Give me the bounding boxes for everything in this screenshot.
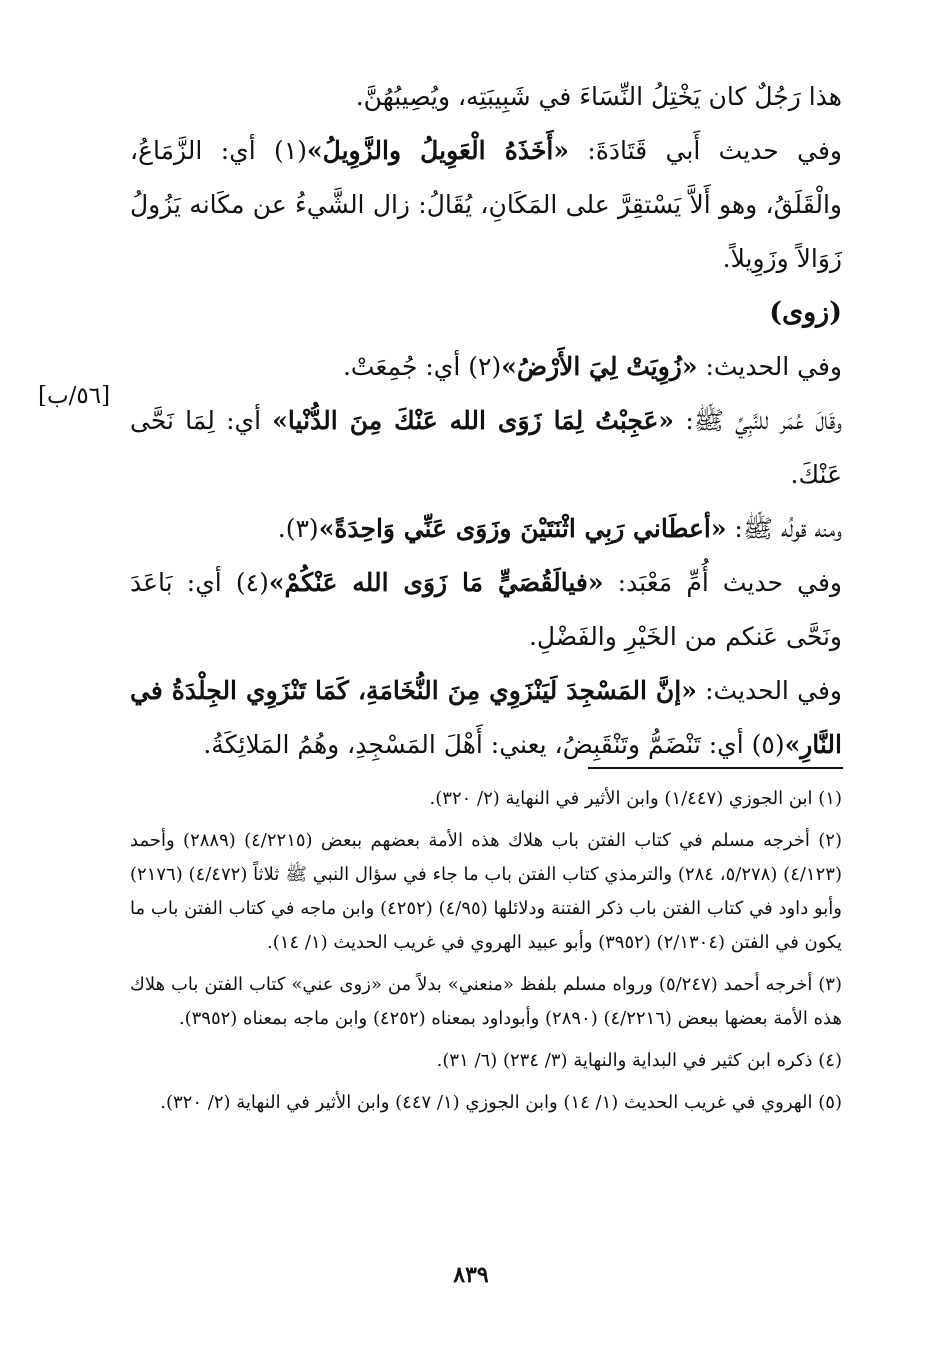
paragraph-7	[130, 664, 842, 772]
paragraph-4	[130, 394, 842, 502]
paragraph-3-quote: «زُوِيَتْ لِيَ الأَرْضُ»	[501, 352, 698, 381]
footnote-2: (٢) أخرجه مسلم في كتاب الفتن باب هلاك هذه الأمة بعضهم ببعض (٤/٢٢١٥) (٢٨٨٩) وأحمد (٤/١٢٣) (٥/٢٧٨، ٢٨٤) والترمذي كتاب الفتن باب ما جاء في سؤال النبي ﷺ ثلاثاً (٤/٤٧٢) (٢١٧٦) وأبو داود في كتاب الفتن باب ذكر الفتنة ودلائلها (٤/٩٥) (٤٢٥٢) وابن ماجه في كتاب الفتن باب ما يكون في الفتن (٢/١٣٠٤) (٣٩٥٢) وأبو عبيد الهروي في غريب الحديث (١/ ١٤).	[130, 830, 842, 953]
footnote-separator	[588, 767, 843, 769]
paragraph-7-quote: «إنَّ المَسْجِدَ لَيَنْزَوِي مِنَ النُّخَامَةِ، كَمَا تَنْزَوِي الجِلْدَةُ في النَّارِ»	[130, 676, 842, 759]
paragraph-2	[130, 124, 842, 286]
paragraph-1-text: هذا رَجُلٌ كان يَخْتِلُ النِّسَاءَ في شَبِيبَتِه، ويُصِيبُهُنَّ.	[355, 82, 842, 111]
footnote-5: (٥) الهروي في غريب الحديث (١/ ١٤) وابن الجوزي (١/ ٤٤٧) وابن الأثير في النهاية (٢/ ٣٢٠).	[160, 1092, 842, 1113]
manuscript-folio-note: [٥٦/ب]	[38, 383, 111, 409]
paragraph-2-quote: «أَخَذَهُ الْعَوِيلُ والزَّوِيلُ»	[307, 136, 569, 165]
paragraph-4-lead: وقَالَ عُمَر للنَّبِيِّ ﷺ:	[685, 406, 842, 435]
entry-heading	[130, 286, 842, 340]
main-text	[130, 70, 842, 772]
paragraph-3	[130, 340, 842, 394]
footnote-4: (٤) ذكره ابن كثير في البداية والنهاية (٣/ ٢٣٤) (٦/ ٣١).	[436, 1050, 842, 1071]
paragraph-7-lead: وفي الحديث:	[705, 676, 843, 705]
paragraph-2-lead: وفي حديث أَبي قَتَادَةَ:	[587, 136, 842, 165]
paragraph-5-rest: (٣).	[277, 514, 319, 543]
page-number: ٨٣٩	[453, 1262, 489, 1288]
paragraph-6-rest: (٤) أي: بَاعَدَ ونَحَّى عَنكم من الخَيْرِ والفَضْلِ.	[130, 568, 842, 651]
paragraph-6-quote: «فيالَقُصَيٍّ مَا زَوَى الله عَنْكُمْ»	[268, 568, 604, 597]
paragraph-4-rest: أي: لِمَا نَحَّى عَنْكَ.	[130, 406, 842, 489]
paragraph-4-quote: «عَجِبْتُ لِمَا زَوَى الله عَنْكَ مِنَ الدُّنْيا»	[272, 406, 675, 435]
footnotes	[130, 782, 842, 1128]
entry-heading-text: (زوى)	[769, 297, 842, 328]
paragraph-2-rest: (١) أي: الزَّمَاعُ، والْقَلَقُ، وهو أَلاَّ يَسْتقِرَّ على المَكَانِ، يُقَالُ: زال الشَّيءُ عن مكَانه يَزُولُ زَوَالاً وزَوِيلاً.	[130, 136, 842, 273]
footnote-1: (١) ابن الجوزي (١/٤٤٧) وابن الأثير في النهاية (٢/ ٣٢٠).	[429, 788, 842, 809]
paragraph-5-lead: ومنه قولُه ﷺ:	[734, 514, 842, 543]
paragraph-3-lead: وفي الحديث:	[705, 352, 842, 381]
paragraph-1	[130, 70, 842, 124]
paragraph-7-rest: (٥) أي: تَنْضَمُّ وتَنْقَبِضُ، يعني: أَهْلَ المَسْجِدِ، وهُمُ المَلائِكَةُ.	[203, 730, 785, 759]
paragraph-5	[130, 502, 842, 556]
paragraph-6-lead: وفي حديث أُمِّ مَعْبَد:	[617, 568, 843, 597]
paragraph-5-quote: «أعطَاني رَبِي اثْنَتَيْنَ وزَوَى عَنِّي وَاحِدَةً»	[318, 514, 727, 543]
paragraph-3-rest: (٢) أي: جُمِعَتْ.	[342, 352, 502, 381]
paragraph-6	[130, 556, 842, 664]
footnote-3: (٣) أخرجه أحمد (٥/٢٤٧) ورواه مسلم بلفظ «منعني» بدلاً من «زوى عني» كتاب الفتن باب هلاك هذه الأمة بعضها ببعض (٤/٢٢١٦) (٢٨٩٠) وأبوداود بمعناه (٤٢٥٢) وابن ماجه بمعناه (٣٩٥٢).	[130, 974, 842, 1029]
